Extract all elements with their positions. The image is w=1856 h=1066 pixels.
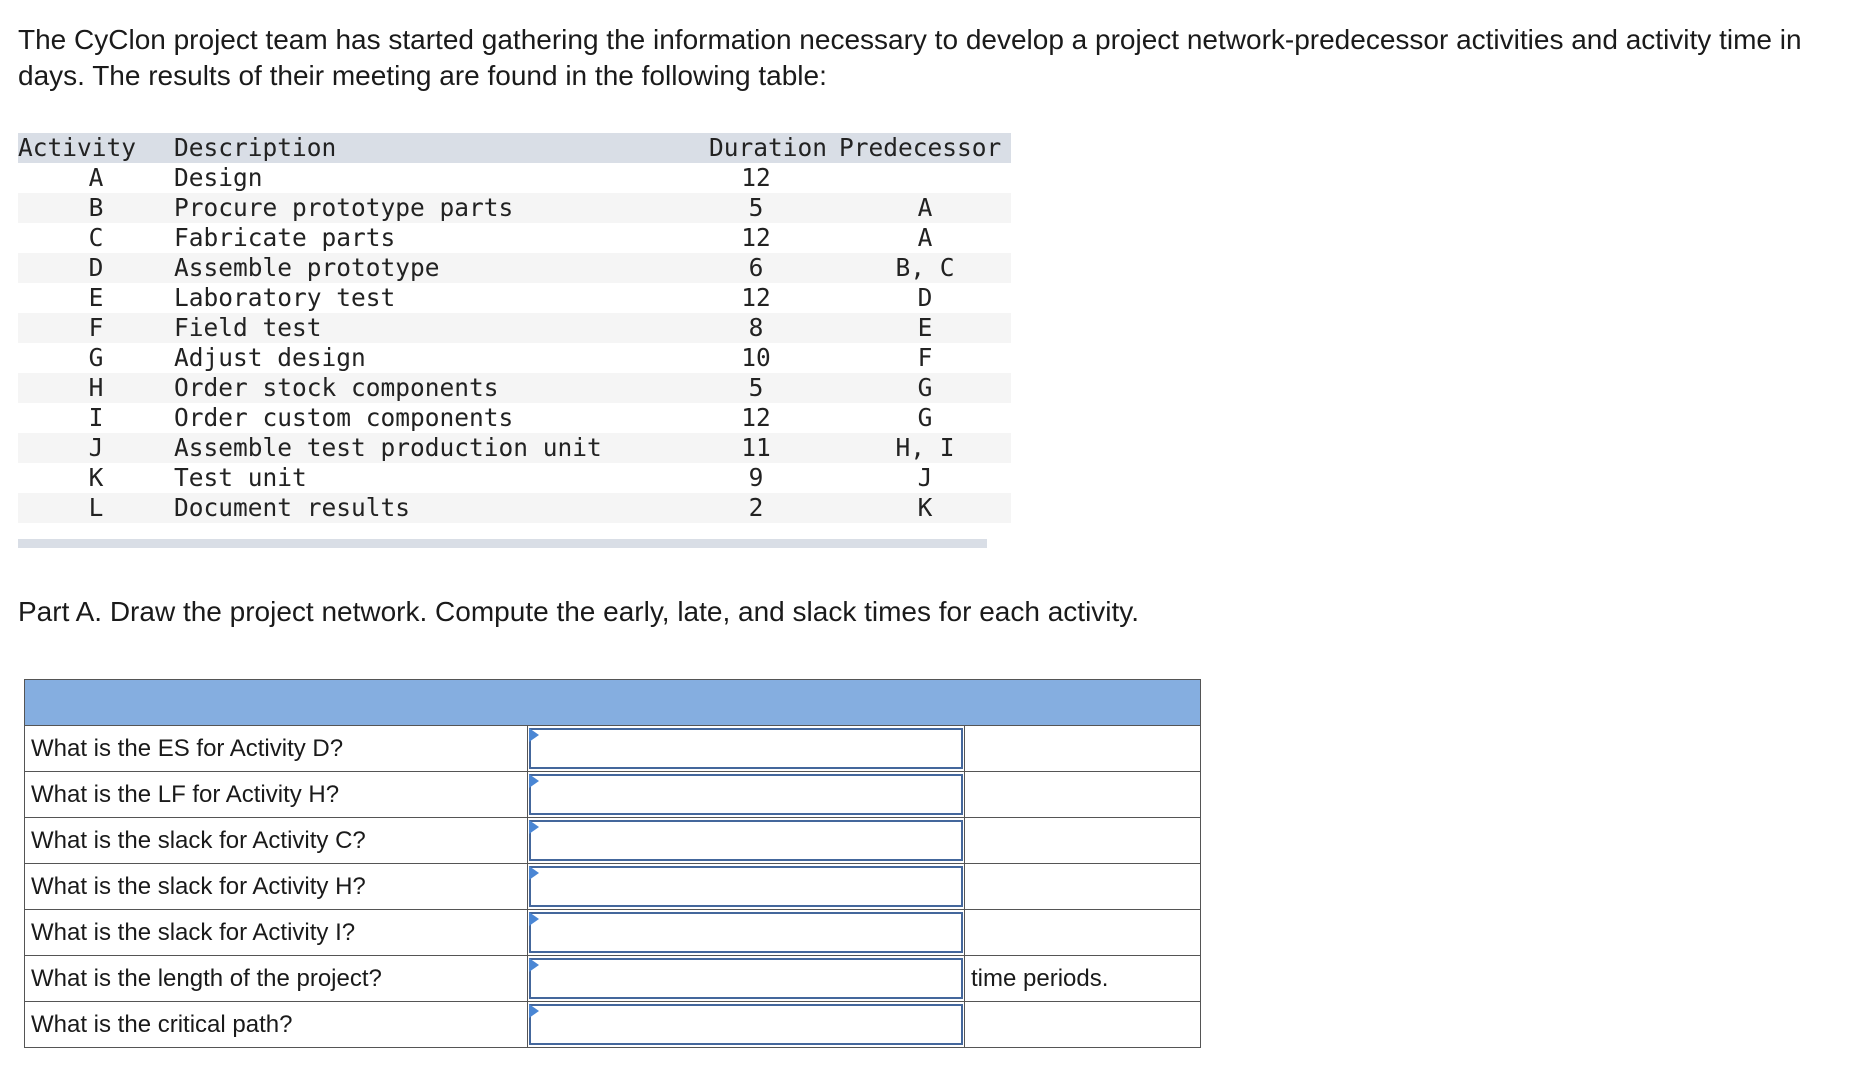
- question-row: [25, 772, 1201, 818]
- cell-description: Adjust design: [174, 343, 366, 372]
- cell-duration: 12: [741, 163, 771, 192]
- cell-activity: D: [88, 253, 104, 282]
- cell-description: Order stock components: [174, 373, 499, 402]
- question-row: [25, 956, 1201, 1002]
- table-row: [18, 433, 1011, 463]
- cell-activity: E: [88, 283, 104, 312]
- question-label: What is the length of the project?: [25, 956, 528, 1002]
- unit-label-time-periods: time periods.: [965, 956, 1201, 1002]
- cell-duration: 8: [748, 313, 764, 342]
- cell-predecessor: J: [917, 463, 933, 492]
- cell-predecessor: E: [917, 313, 933, 342]
- cell-description: Assemble test production unit: [174, 433, 602, 462]
- answer-table-header-cell: [25, 680, 1201, 726]
- cell-description: Field test: [174, 313, 322, 342]
- cell-activity: B: [88, 193, 104, 222]
- question-row: [25, 726, 1201, 772]
- table-row: [18, 163, 1011, 193]
- activity-table-header: [18, 133, 1011, 163]
- answer-input-slack-i[interactable]: [529, 912, 963, 953]
- cell-predecessor: B, C: [895, 253, 955, 282]
- answer-input-slack-h[interactable]: [529, 866, 963, 907]
- answer-input-es-d[interactable]: [529, 728, 963, 769]
- cell-description: Fabricate parts: [174, 223, 396, 252]
- cell-duration: 11: [741, 433, 771, 462]
- answer-cell: [528, 818, 965, 864]
- cell-predecessor: D: [917, 283, 933, 312]
- cell-description: Order custom components: [174, 403, 514, 432]
- cell-predecessor: A: [917, 193, 933, 222]
- cell-activity: G: [88, 343, 104, 372]
- marker-arrow-icon: [529, 1004, 539, 1018]
- marker-arrow-icon: [529, 866, 539, 880]
- table-row: [18, 463, 1011, 493]
- marker-arrow-icon: [529, 728, 539, 742]
- answer-input-critical-path[interactable]: [529, 1004, 963, 1045]
- cell-description: Assemble prototype: [174, 253, 440, 282]
- question-label: What is the critical path?: [25, 1002, 528, 1048]
- cell-predecessor: A: [917, 223, 933, 252]
- cell-activity: K: [88, 463, 104, 492]
- cell-duration: 10: [741, 343, 771, 372]
- cell-description: Procure prototype parts: [174, 193, 514, 222]
- cell-activity: F: [88, 313, 104, 342]
- table-row: [18, 193, 1011, 223]
- marker-arrow-icon: [529, 774, 539, 788]
- table-row: [18, 373, 1011, 403]
- table-row: [18, 313, 1011, 343]
- unit-label: [965, 772, 1201, 818]
- cell-activity: L: [88, 493, 104, 522]
- question-row: [25, 818, 1201, 864]
- cell-predecessor: [839, 163, 1011, 193]
- question-label: What is the slack for Activity C?: [25, 818, 528, 864]
- answer-table: [24, 679, 1201, 1048]
- marker-arrow-icon: [529, 912, 539, 926]
- cell-predecessor: G: [917, 403, 933, 432]
- cell-predecessor: F: [917, 343, 933, 372]
- question-label: What is the slack for Activity H?: [25, 864, 528, 910]
- cell-duration: 12: [741, 223, 771, 252]
- answer-cell: [528, 956, 965, 1002]
- question-label: What is the slack for Activity I?: [25, 910, 528, 956]
- question-row: [25, 864, 1201, 910]
- header-predecessor: Predecessor: [839, 133, 1002, 162]
- table-row: [18, 223, 1011, 253]
- cell-duration: 12: [741, 283, 771, 312]
- unit-label: [965, 1002, 1201, 1048]
- answer-input-slack-c[interactable]: [529, 820, 963, 861]
- cell-description: Design: [174, 163, 263, 192]
- table-row: [18, 493, 1011, 523]
- cell-activity: A: [88, 163, 104, 192]
- cell-activity: C: [88, 223, 104, 252]
- cell-duration: 9: [748, 463, 764, 492]
- cell-description: Test unit: [174, 463, 307, 492]
- answer-input-project-length[interactable]: [529, 958, 963, 999]
- activity-table: [18, 133, 1011, 523]
- header-duration: Duration: [708, 133, 827, 162]
- table-row: [18, 403, 1011, 433]
- answer-table-header: [25, 680, 1201, 726]
- cell-activity: I: [88, 403, 104, 432]
- cell-predecessor: G: [917, 373, 933, 402]
- cell-description: Laboratory test: [174, 283, 396, 312]
- cell-activity: H: [88, 373, 104, 402]
- marker-arrow-icon: [529, 958, 539, 972]
- cell-predecessor: H, I: [895, 433, 955, 462]
- cell-duration: 5: [748, 193, 764, 222]
- question-row: [25, 1002, 1201, 1048]
- header-description: Description: [174, 133, 337, 162]
- answer-input-lf-h[interactable]: [529, 774, 963, 815]
- table-row: [18, 283, 1011, 313]
- answer-cell: [528, 864, 965, 910]
- question-label: What is the LF for Activity H?: [25, 772, 528, 818]
- table-row: [18, 253, 1011, 283]
- table-footer-bar: [18, 539, 987, 548]
- cell-predecessor: K: [917, 493, 933, 522]
- unit-label: [965, 864, 1201, 910]
- cell-activity: J: [88, 433, 104, 462]
- cell-duration: 12: [741, 403, 771, 432]
- cell-description: Document results: [174, 493, 411, 522]
- marker-arrow-icon: [529, 820, 539, 834]
- cell-duration: 2: [748, 493, 764, 522]
- answer-cell: [528, 726, 965, 772]
- cell-duration: 5: [748, 373, 764, 402]
- unit-label: [965, 818, 1201, 864]
- cell-duration: 6: [748, 253, 764, 282]
- answer-cell: [528, 772, 965, 818]
- answer-cell: [528, 1002, 965, 1048]
- intro-text: The CyClon project team has started gathering the information necessary to develop a project network-predecessor activities and activity time in days. The results of their meeting are found in the following table:: [18, 24, 1802, 91]
- question-label: What is the ES for Activity D?: [25, 726, 528, 772]
- unit-label: [965, 726, 1201, 772]
- unit-label: [965, 910, 1201, 956]
- question-row: [25, 910, 1201, 956]
- table-row: [18, 343, 1011, 373]
- header-activity: Activity: [18, 133, 137, 162]
- part-a-instructions: Part A. Draw the project network. Compute the early, late, and slack times for each activity.: [18, 596, 1139, 627]
- answer-cell: [528, 910, 965, 956]
